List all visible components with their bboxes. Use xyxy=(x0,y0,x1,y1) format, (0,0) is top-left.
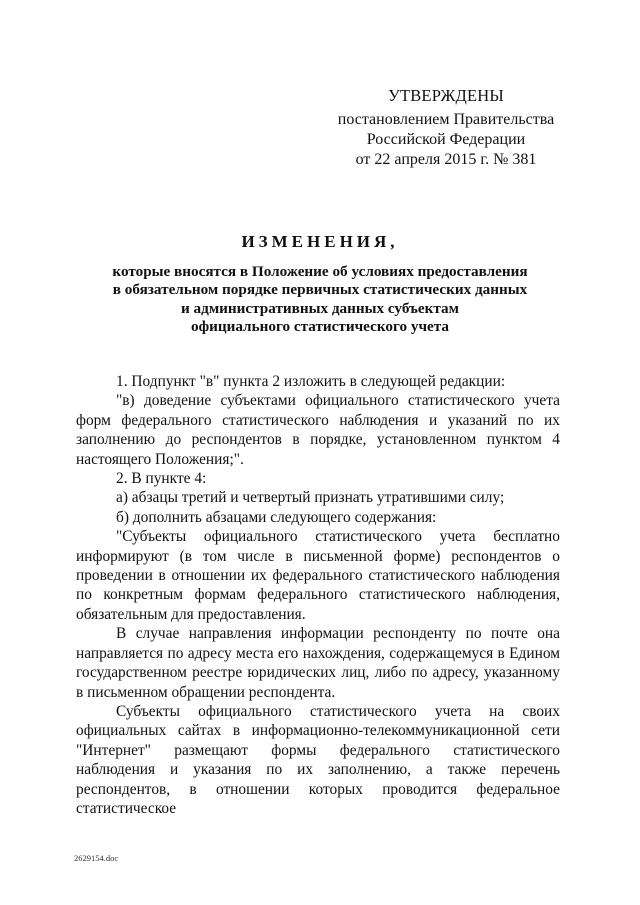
paragraph-post: В случае направления информации респонденту по почте она направляется по адресу места его нахождения, содержащемуся в Едином государственном реестре юридических лиц, либо по адресу, указанному в письменном обращении респондента. xyxy=(76,625,560,701)
paragraph-subitem-v: "в) доведение субъектами официального статистического учета форм федерального статистического наблюдения и указаний по их заполнению до респондентов в порядке, установленном пунктом 4 настоящего Положения;". xyxy=(76,392,560,468)
subtitle-line-4: официального статистического учета xyxy=(190,318,450,336)
subtitle-line-1: которые вносятся в Положение об условиях предоставления xyxy=(112,263,528,280)
approval-heading: УТВЕРЖДЕНЫ xyxy=(388,86,504,105)
paragraph-websites: Субъекты официального статистического учета на своих официальных сайтах в информационно-телекоммуникационной сети "Интернет" размещают формы федерального статистического наблюдения и указания по их заполнению, а также перечень респондентов, в отношении которых проводится федеральное статистическое xyxy=(76,702,560,817)
subtitle-line-3: и административных данных субъектам xyxy=(181,299,459,317)
paragraph-item-1: 1. Подпункт "в" пункта 2 изложить в следующей редакции: xyxy=(116,373,506,390)
approval-line-2: Российской Федерации xyxy=(366,131,526,148)
paragraph-item-2: 2. В пункте 4: xyxy=(116,470,207,488)
file-name-footer: 2629154.doc xyxy=(74,853,119,863)
approval-line-3: от 22 апреля 2015 г. № 381 xyxy=(355,151,537,168)
paragraph-inform: "Субъекты официального статистического учета бесплатно информируют (в том числе в письменной форме) респондентов о проведении в отношении их федерального статистического наблюдения по конкретным формам федерального статистического наблюдения, обязательным для предоставления. xyxy=(76,528,560,623)
paragraph-subitem-a: а) абзацы третий и четвертый признать утратившими силу; xyxy=(116,489,505,507)
document-title: ИЗМЕНЕНИЯ, xyxy=(241,232,399,251)
paragraph-subitem-b: б) дополнить абзацами следующего содержания: xyxy=(116,508,437,526)
document-body xyxy=(76,372,560,818)
approval-line-1: постановлением Правительства xyxy=(337,111,555,128)
document-subtitle xyxy=(60,263,580,337)
approval-block xyxy=(330,86,562,170)
subtitle-line-2: в обязательном порядке первичных статистических данных xyxy=(112,281,528,299)
